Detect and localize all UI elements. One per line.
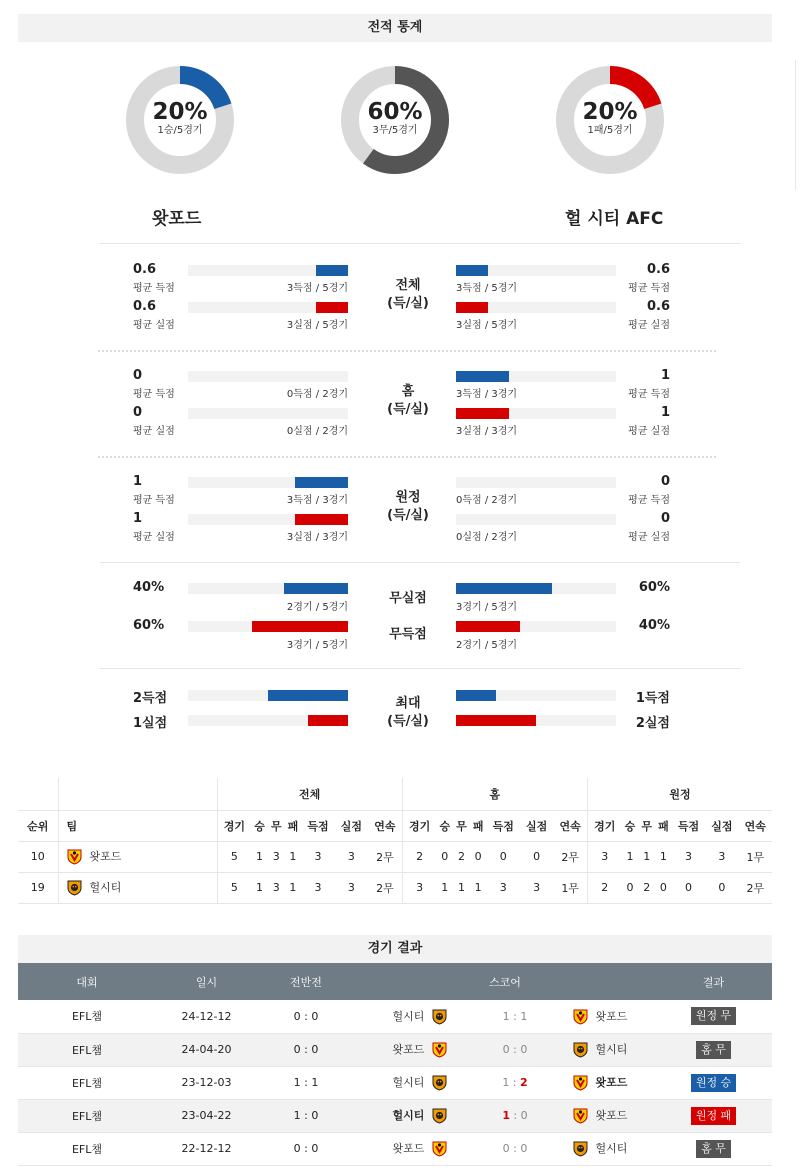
competition: EFL챔 (18, 1132, 156, 1165)
home-score: 1 (502, 1076, 510, 1089)
home-team: 헐시티 (392, 1076, 425, 1089)
away-team: 왓포드 (595, 1109, 628, 1122)
score: 0 : 0 (485, 1033, 545, 1066)
watford-crest-icon (67, 849, 82, 865)
match-date: 23-04-22 (156, 1099, 257, 1132)
col-date: 일시 (156, 963, 257, 1000)
home-bar-track (188, 477, 348, 488)
max-label-sub: (득/실) (387, 714, 429, 729)
stats-header: 전적 통계 (18, 14, 772, 42)
max-label: 최대 (395, 696, 421, 711)
no-goal-label: 무득점 (389, 627, 427, 642)
rank: 10 (18, 841, 58, 872)
side-divider (795, 60, 796, 190)
away-bar-track (456, 583, 616, 594)
col-1-3: 패 (470, 810, 487, 841)
away-bar-text: 3득점 / 3경기 (456, 389, 518, 400)
away-label: 평균 실점 (628, 426, 670, 437)
away-label: 평균 득점 (628, 495, 670, 506)
stat-cell: 0 (622, 872, 639, 903)
results-header: 경기 결과 (18, 935, 772, 963)
stat-cell: 2 (402, 841, 436, 872)
away-label: 평균 실점 (628, 320, 670, 331)
away-value: 1 (660, 405, 670, 420)
away-bar-track (456, 621, 616, 632)
col-0-3: 패 (285, 810, 302, 841)
col-2-3: 패 (655, 810, 672, 841)
stat-cell: 3 (335, 841, 368, 872)
home-bar-track (188, 265, 348, 276)
away-team: 헐시티 (595, 1043, 628, 1056)
watford-crest-icon (432, 1042, 447, 1058)
home-team: 헐시티 (392, 1109, 425, 1122)
home-bar-track (188, 408, 348, 419)
competition: EFL챔 (18, 1066, 156, 1099)
stat-cell: 1 (285, 872, 302, 903)
home-value: 0 (133, 405, 143, 420)
away-bar-track (456, 408, 616, 419)
home-value: 60% (133, 618, 165, 633)
away-bar-text: 0실점 / 2경기 (456, 532, 518, 543)
home-label: 평균 득점 (133, 389, 175, 400)
stat-cell: 3 (672, 841, 705, 872)
section-label-sub: (득/실) (387, 402, 429, 417)
home-bar (316, 265, 348, 276)
home-bar (295, 514, 348, 525)
home-score: 1 (502, 1009, 510, 1023)
stat-cell: 5 (217, 841, 251, 872)
stat-cell: 1무 (739, 841, 772, 872)
result-row[interactable] (18, 1066, 772, 1099)
away-bar-track (456, 477, 616, 488)
section-label-sub: (득/실) (387, 508, 429, 523)
watford-crest-icon (573, 1009, 588, 1025)
col-1-1: 승 (436, 810, 453, 841)
team-name: 헐시티 (89, 881, 122, 894)
col-0-2: 무 (268, 810, 285, 841)
stat-cell: 0 (487, 841, 520, 872)
away-score: 1 (520, 1009, 528, 1023)
home-bar (316, 302, 348, 313)
stat-cell: 1 (655, 841, 672, 872)
away-bar (456, 621, 520, 632)
col-0-5: 실점 (335, 810, 368, 841)
col-0-6: 연속 (368, 810, 402, 841)
stat-cell: 1 (470, 872, 487, 903)
section-label: 원정 (395, 490, 421, 505)
home-bar (284, 583, 348, 594)
half-time-score: 0 : 0 (257, 1033, 355, 1066)
col-1-4: 득점 (487, 810, 520, 841)
half-time-score: 1 : 1 (257, 1066, 355, 1099)
away-bar-text: 3득점 / 5경기 (456, 283, 518, 294)
donut-percent: 60% (367, 99, 423, 125)
stat-cell: 1 (251, 872, 268, 903)
hull-crest-icon (67, 880, 82, 896)
home-value: 0 (133, 368, 143, 383)
col-1-2: 무 (453, 810, 470, 841)
away-bar-text: 3경기 / 5경기 (456, 602, 518, 613)
away-value: 2실점 (635, 716, 670, 731)
stat-cell: 2 (453, 841, 470, 872)
score: 1 : 1 (485, 1000, 545, 1033)
hull-crest-icon (432, 1009, 447, 1025)
away-team-name: 헐 시티 AFC (565, 209, 664, 229)
away-bar-track (456, 265, 616, 276)
score: 1 : 0 (485, 1099, 545, 1132)
section-label: 전체 (395, 278, 421, 293)
stat-cell: 5 (217, 872, 251, 903)
stat-cell: 2무 (368, 841, 402, 872)
competition: EFL챔 (18, 1033, 156, 1066)
away-value: 0 (660, 474, 670, 489)
stat-cell: 2무 (368, 872, 402, 903)
result-row[interactable] (18, 1132, 772, 1165)
home-value: 1 (133, 474, 143, 489)
donut-sub: 1승/5경기 (157, 125, 203, 136)
team-cell[interactable] (58, 872, 217, 903)
home-value: 2득점 (133, 691, 168, 706)
away-bar-track (456, 690, 616, 701)
home-bar-track (188, 690, 348, 701)
away-value: 1득점 (635, 691, 670, 706)
competition: EFL챔 (18, 1000, 156, 1033)
half-time-score: 0 : 0 (257, 1000, 355, 1033)
away-team: 왓포드 (595, 1009, 628, 1023)
home-bar-track (188, 302, 348, 313)
stat-cell: 0 (436, 841, 453, 872)
col-half: 전반전 (257, 963, 355, 1000)
home-bar-track (188, 514, 348, 525)
dotted-divider (98, 350, 716, 352)
result-row[interactable] (18, 1033, 772, 1066)
away-bar-track (456, 371, 616, 382)
team-name: 왓포드 (89, 850, 122, 863)
divider (100, 668, 740, 669)
home-bar-track (188, 583, 348, 594)
away-value: 0.6 (646, 299, 670, 314)
home-value: 1실점 (133, 716, 168, 731)
stat-cell: 0 (520, 841, 553, 872)
divider (100, 243, 740, 244)
away-score: 0 (520, 1142, 528, 1155)
watford-crest-icon (573, 1108, 588, 1124)
home-bar-text: 3실점 / 3경기 (286, 532, 348, 543)
home-bar-text: 3경기 / 5경기 (286, 640, 348, 651)
home-bar-text: 0득점 / 2경기 (286, 389, 348, 400)
result-badge: 홈 무 (696, 1140, 731, 1158)
stat-cell: 1 (638, 841, 655, 872)
away-bar (456, 371, 509, 382)
col-0-0: 경기 (217, 810, 251, 841)
stat-cell: 3 (705, 841, 738, 872)
stat-cell: 0 (470, 841, 487, 872)
col-2-0: 경기 (587, 810, 621, 841)
home-label: 평균 실점 (133, 320, 175, 331)
stat-cell: 3 (301, 872, 334, 903)
home-label: 평균 실점 (133, 426, 175, 437)
away-bar-text: 2경기 / 5경기 (456, 640, 518, 651)
home-score: 0 (502, 1142, 510, 1155)
away-bar-track (456, 715, 616, 726)
col-score: 스코어 (355, 963, 655, 1000)
away-bar-track (456, 514, 616, 525)
away-bar-text: 3실점 / 5경기 (456, 320, 518, 331)
stat-cell: 0 (705, 872, 738, 903)
result-badge: 원정 무 (691, 1007, 736, 1025)
section-label-sub: (득/실) (387, 296, 429, 311)
stat-cell: 3 (402, 872, 436, 903)
home-bar (252, 621, 348, 632)
col-2-6: 연속 (739, 810, 772, 841)
match-date: 22-12-12 (156, 1132, 257, 1165)
away-bar (456, 265, 488, 276)
away-score: 0 (520, 1043, 528, 1056)
home-bar-track (188, 715, 348, 726)
col-2-1: 승 (622, 810, 639, 841)
divider (100, 562, 740, 563)
clean-sheet-label: 무실점 (389, 591, 427, 606)
donut-sub: 3무/5경기 (372, 125, 418, 136)
donut-sub: 1패/5경기 (587, 125, 633, 136)
result-badge: 홈 무 (696, 1041, 731, 1059)
team-cell[interactable] (58, 841, 217, 872)
col-team: 팀 (58, 810, 217, 841)
home-bar-text: 3득점 / 3경기 (286, 495, 348, 506)
away-bar-track (456, 302, 616, 313)
stat-cell: 1무 (553, 872, 587, 903)
away-value: 0 (660, 511, 670, 526)
away-value: 0.6 (646, 262, 670, 277)
away-bar (456, 302, 488, 313)
standings-row (18, 872, 772, 903)
away-label: 평균 득점 (628, 389, 670, 400)
match-date: 23-12-03 (156, 1066, 257, 1099)
col-result: 결과 (655, 963, 772, 1000)
stat-cell: 1 (251, 841, 268, 872)
home-team-name: 왓포드 (152, 209, 202, 229)
section-label: 홈 (401, 384, 415, 399)
home-win-donut (126, 66, 234, 174)
stat-cell: 2 (638, 872, 655, 903)
away-value: 60% (638, 580, 670, 595)
col-1-5: 실점 (520, 810, 553, 841)
hull-crest-icon (432, 1075, 447, 1091)
col-1-6: 연속 (553, 810, 587, 841)
col-comp: 대회 (18, 963, 156, 1000)
stat-cell: 2 (587, 872, 621, 903)
home-bar-text: 2경기 / 5경기 (286, 602, 348, 613)
home-loss-donut (556, 66, 664, 174)
competition: EFL챔 (18, 1099, 156, 1132)
home-team: 헐시티 (392, 1009, 425, 1023)
stat-cell: 3 (587, 841, 621, 872)
away-team: 왓포드 (595, 1076, 628, 1089)
stat-cell: 1 (453, 872, 470, 903)
home-value: 40% (133, 580, 165, 595)
hull-crest-icon (432, 1108, 447, 1124)
stat-cell: 3 (335, 872, 368, 903)
away-bar (456, 583, 552, 594)
home-bar-text: 3득점 / 5경기 (286, 283, 348, 294)
home-value: 0.6 (133, 299, 157, 314)
stat-cell: 1 (436, 872, 453, 903)
stat-cell: 0 (655, 872, 672, 903)
results-table (18, 963, 772, 1166)
col-2-4: 득점 (672, 810, 705, 841)
home-score: 1 (502, 1109, 510, 1122)
result-row[interactable] (18, 1000, 772, 1033)
stat-cell: 2무 (553, 841, 587, 872)
group-all: 전체 (217, 778, 402, 810)
stat-cell: 1 (622, 841, 639, 872)
away-label: 평균 득점 (628, 283, 670, 294)
home-bar (308, 715, 348, 726)
col-0-4: 득점 (301, 810, 334, 841)
stat-cell: 3 (301, 841, 334, 872)
col-2-2: 무 (638, 810, 655, 841)
away-score: 2 (520, 1076, 528, 1089)
match-date: 24-04-20 (156, 1033, 257, 1066)
group-away: 원정 (587, 778, 772, 810)
score: 0 : 0 (485, 1132, 545, 1165)
half-time-score: 1 : 0 (257, 1099, 355, 1132)
home-bar-text: 0실점 / 2경기 (286, 426, 348, 437)
stat-cell: 3 (520, 872, 553, 903)
home-bar-track (188, 371, 348, 382)
home-bar-track (188, 621, 348, 632)
home-label: 평균 득점 (133, 495, 175, 506)
result-badge: 원정 승 (691, 1074, 736, 1092)
away-bar (456, 408, 509, 419)
watford-crest-icon (573, 1075, 588, 1091)
away-value: 40% (638, 618, 670, 633)
standings-table (18, 778, 772, 904)
stat-cell: 3 (268, 841, 285, 872)
away-bar-text: 3실점 / 3경기 (456, 426, 518, 437)
away-score: 0 (520, 1109, 528, 1122)
dotted-divider (98, 456, 716, 458)
stat-cell: 3 (487, 872, 520, 903)
match-date: 24-12-12 (156, 1000, 257, 1033)
col-rank: 순위 (18, 810, 58, 841)
hull-crest-icon (573, 1042, 588, 1058)
donut-percent: 20% (582, 99, 638, 125)
home-bar (295, 477, 348, 488)
stat-cell: 1 (285, 841, 302, 872)
home-label: 평균 득점 (133, 283, 175, 294)
score: 1 : 2 (485, 1066, 545, 1099)
watford-crest-icon (432, 1141, 447, 1157)
stat-cell: 0 (672, 872, 705, 903)
result-badge: 원정 패 (691, 1107, 736, 1125)
home-team: 왓포드 (392, 1142, 425, 1155)
away-value: 1 (660, 368, 670, 383)
away-bar (456, 715, 536, 726)
stat-cell: 3 (268, 872, 285, 903)
group-home: 홈 (402, 778, 587, 810)
col-2-5: 실점 (705, 810, 738, 841)
rank: 19 (18, 872, 58, 903)
home-score: 0 (502, 1043, 510, 1056)
half-time-score: 0 : 0 (257, 1132, 355, 1165)
result-row[interactable] (18, 1099, 772, 1132)
away-label: 평균 실점 (628, 532, 670, 543)
stat-cell: 2무 (739, 872, 772, 903)
hull-crest-icon (573, 1141, 588, 1157)
home-label: 평균 실점 (133, 532, 175, 543)
home-bar (268, 690, 348, 701)
away-team: 헐시티 (595, 1142, 628, 1155)
home-team: 왓포드 (392, 1043, 425, 1056)
standings-row (18, 841, 772, 872)
home-bar-text: 3실점 / 5경기 (286, 320, 348, 331)
col-0-1: 승 (251, 810, 268, 841)
home-value: 0.6 (133, 262, 157, 277)
away-bar (456, 690, 496, 701)
draw-donut (341, 66, 449, 174)
away-bar-text: 0득점 / 2경기 (456, 495, 518, 506)
col-1-0: 경기 (402, 810, 436, 841)
home-value: 1 (133, 511, 143, 526)
donut-percent: 20% (152, 99, 208, 125)
